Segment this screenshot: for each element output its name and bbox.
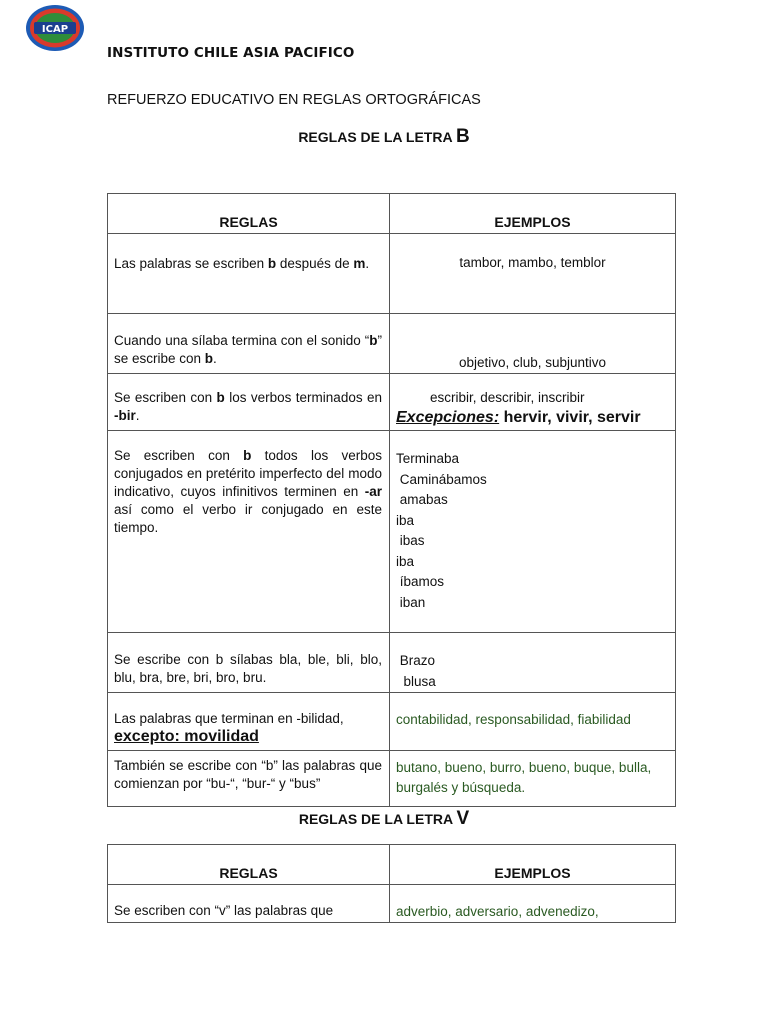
school-logo	[25, 4, 85, 52]
table-row	[108, 693, 676, 751]
rule-cell: Las palabras que terminan en -bilidad, excepto: movilidad	[108, 693, 390, 751]
rule-cell: Cuando una sílaba termina con el sonido “b” se escribe con b.	[108, 314, 390, 374]
table-row	[108, 633, 676, 693]
rules-table-b	[107, 193, 676, 807]
header-examples: EJEMPLOS	[390, 845, 676, 885]
example-text: escribir, describir, inscribir	[430, 390, 585, 405]
example-cell: contabilidad, responsabilidad, fiabilidad	[390, 693, 676, 751]
section-b-letter: B	[455, 126, 470, 147]
table-row	[108, 751, 676, 807]
example-item: Terminaba	[396, 451, 460, 466]
exceptions-line	[396, 408, 675, 428]
section-v-title: REGLAS DE LA LETRA V	[298, 808, 470, 829]
example-cell: tambor, mambo, temblor	[390, 234, 676, 314]
section-v-letter: V	[456, 808, 470, 829]
example-item: ibas	[396, 533, 425, 548]
table-row	[108, 314, 676, 374]
institution-name: INSTITUTO CHILE ASIA PACIFICO	[107, 45, 355, 61]
exception-text: excepto: movilidad	[114, 728, 259, 745]
example-cell: butano, bueno, burro, bueno, buque, bulla, burgalés y búsqueda.	[390, 751, 676, 807]
example-item: iba	[396, 553, 415, 569]
table-row	[108, 234, 676, 314]
exceptions-words: hervir, vivir, servir	[499, 409, 641, 426]
document-subtitle: REFUERZO EDUCATIVO EN REGLAS ORTOGRÁFICAS	[107, 92, 481, 108]
rule-cell: Se escriben con b los verbos terminados en -bir.	[108, 374, 390, 431]
example-item: Brazo	[396, 653, 436, 668]
section-b-title: REGLAS DE LA LETRA B	[298, 126, 470, 147]
rule-cell: También se escribe con “b” las palabras que comienzan por “bu-“, “bur-“ y “bus”	[108, 751, 390, 807]
example-item: íbamos	[396, 574, 445, 589]
rule-cell: Se escribe con b sílabas bla, ble, bli, blo, blu, bra, bre, bri, bro, bru.	[108, 633, 390, 693]
example-cell	[390, 431, 676, 633]
header-examples: EJEMPLOS	[390, 194, 676, 234]
table-row	[108, 431, 676, 633]
header-rules: REGLAS	[108, 845, 390, 885]
rule-cell: Las palabras se escriben b después de m.	[108, 234, 390, 314]
table-header-row	[108, 845, 676, 885]
example-item: iba	[396, 512, 415, 528]
example-item: blusa	[396, 673, 436, 689]
rule-cell: Se escriben con “v” las palabras que	[108, 885, 390, 923]
logo-text: ICAP	[41, 24, 69, 35]
table-header-row	[108, 194, 676, 234]
example-item: amabas	[396, 492, 448, 507]
header-rules: REGLAS	[108, 194, 390, 234]
rules-table-v	[107, 844, 676, 923]
exceptions-label: Excepciones:	[396, 409, 500, 426]
rule-cell: Se escriben con b todos los verbos conjugados en pretérito imperfecto del modo indicativo, cuyos infinitivos terminen en -ar así como el verbo ir conjugado en este tiempo.	[108, 431, 390, 633]
example-item: Caminábamos	[396, 471, 487, 487]
table-row	[108, 885, 676, 923]
example-cell: adverbio, adversario, advenedizo,	[390, 885, 676, 923]
example-item: iban	[396, 594, 426, 610]
example-cell	[390, 374, 676, 431]
example-cell: objetivo, club, subjuntivo	[390, 314, 676, 374]
table-row	[108, 374, 676, 431]
example-cell	[390, 633, 676, 693]
